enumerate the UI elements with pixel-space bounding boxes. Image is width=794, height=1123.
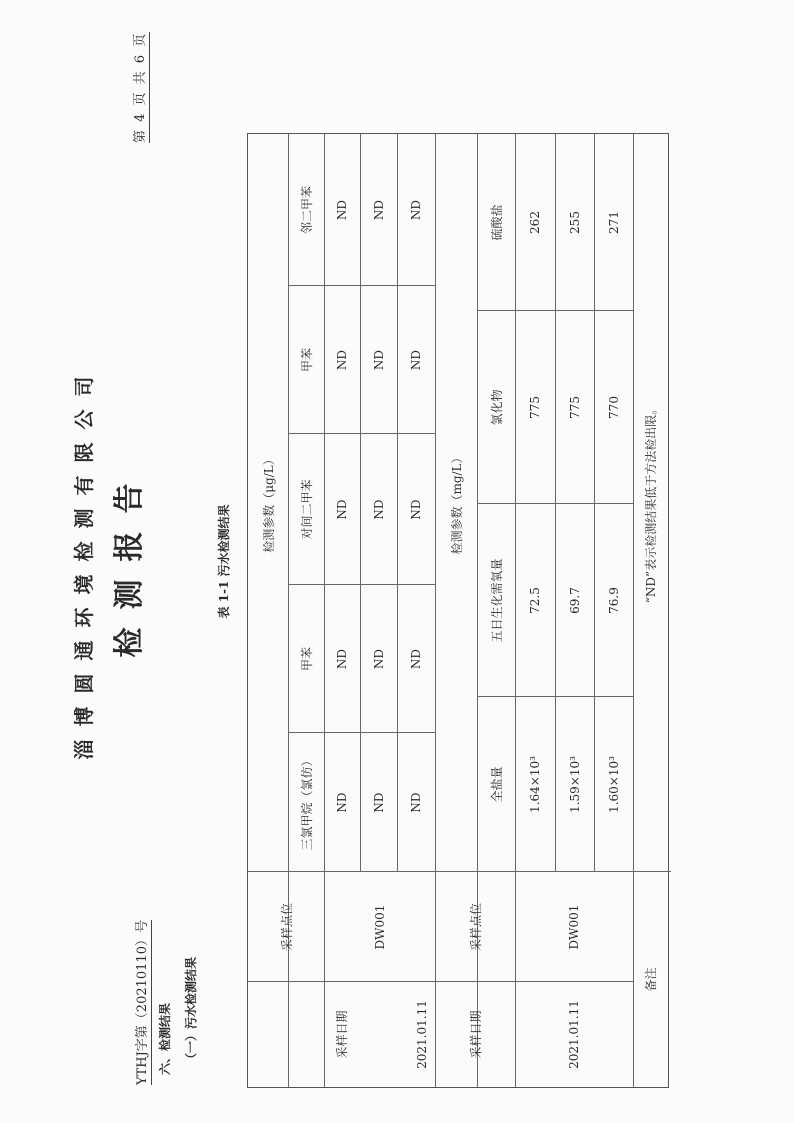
- table2-param-header: 硫酸盐: [489, 204, 504, 241]
- table1-param-header: 邻二甲苯: [299, 186, 314, 235]
- table1-cell: ND: [409, 349, 423, 371]
- table1-cell: ND: [335, 792, 349, 813]
- table2-param-group: 检测参数（mg/L）: [449, 451, 464, 555]
- table1-cell: ND: [371, 199, 386, 221]
- table2-cell: 770: [606, 396, 621, 419]
- results-table: [247, 133, 669, 1088]
- table2-sampling-point: DW001: [567, 904, 581, 950]
- table1-header-sampling-date: 采样日期: [335, 1010, 349, 1059]
- table2-cell: 1.60×10³: [606, 756, 621, 813]
- table2-cell: 775: [567, 396, 582, 419]
- table1-sampling-date: 2021.01.11: [415, 1000, 429, 1069]
- table2-cell: 72.5: [528, 587, 542, 614]
- table1-cell: ND: [371, 648, 386, 670]
- table2-cell: 76.9: [606, 587, 621, 614]
- table2-cell: 262: [528, 211, 542, 234]
- table1-cell: ND: [335, 648, 349, 670]
- table2-header-sampling-point: 采样点位: [468, 903, 483, 952]
- table1-cell: ND: [371, 792, 386, 813]
- table1-sampling-point: DW001: [372, 904, 387, 950]
- table2-cell: 255: [567, 211, 582, 234]
- table1-cell: ND: [371, 499, 386, 520]
- table1-param-group: 检测参数（μg/L）: [261, 453, 276, 553]
- table1-cell: ND: [409, 792, 423, 813]
- report-title: 检测报告: [112, 465, 147, 658]
- table2-cell: 69.7: [567, 587, 582, 614]
- table1-cell: ND: [409, 499, 423, 520]
- table1-cell: ND: [409, 648, 423, 670]
- table2-sampling-date: 2021.01.11: [567, 1000, 581, 1069]
- table1-param-header: 甲苯: [299, 647, 314, 672]
- table1-cell: ND: [335, 499, 349, 520]
- table-caption: 表 1-1 污水检测结果: [217, 504, 231, 619]
- table1-cell: ND: [335, 199, 349, 221]
- table2-cell: 1.64×10³: [528, 756, 542, 813]
- page-info: 第 4 页 共 6 页: [129, 32, 150, 143]
- table2-cell: 775: [528, 396, 542, 419]
- company-name: 淄博圆通环境检测有限公司: [72, 363, 96, 760]
- table1-cell: ND: [371, 349, 386, 371]
- table2-header-sampling-date: 采样日期: [468, 1010, 483, 1059]
- section-title: 六、检测结果: [158, 1002, 172, 1075]
- table2-cell: 1.59×10³: [567, 756, 582, 813]
- table1-param-header: 三氯甲烷（氯仿）: [299, 754, 314, 851]
- table2-param-header: 全盐量: [489, 766, 504, 803]
- table1-cell: ND: [335, 349, 349, 371]
- table1-param-header: 对间二甲苯: [299, 479, 314, 540]
- table2-cell: 271: [606, 211, 621, 234]
- table1-param-header: 甲苯: [299, 348, 314, 373]
- table2-param-header: 氯化物: [489, 389, 504, 426]
- report-number: YTHJ字第（20210110）号: [131, 920, 152, 1085]
- table1-header-sampling-point: 采样点位: [279, 903, 294, 952]
- table1-cell: ND: [409, 199, 423, 221]
- remark-text: “ND”表示检测结果低于方法检出限。: [644, 402, 658, 604]
- remark-label: 备注: [644, 967, 658, 992]
- table2-param-header: 五日生化需氧量: [489, 558, 504, 643]
- section-subtitle: （一）污水检测结果: [184, 956, 198, 1065]
